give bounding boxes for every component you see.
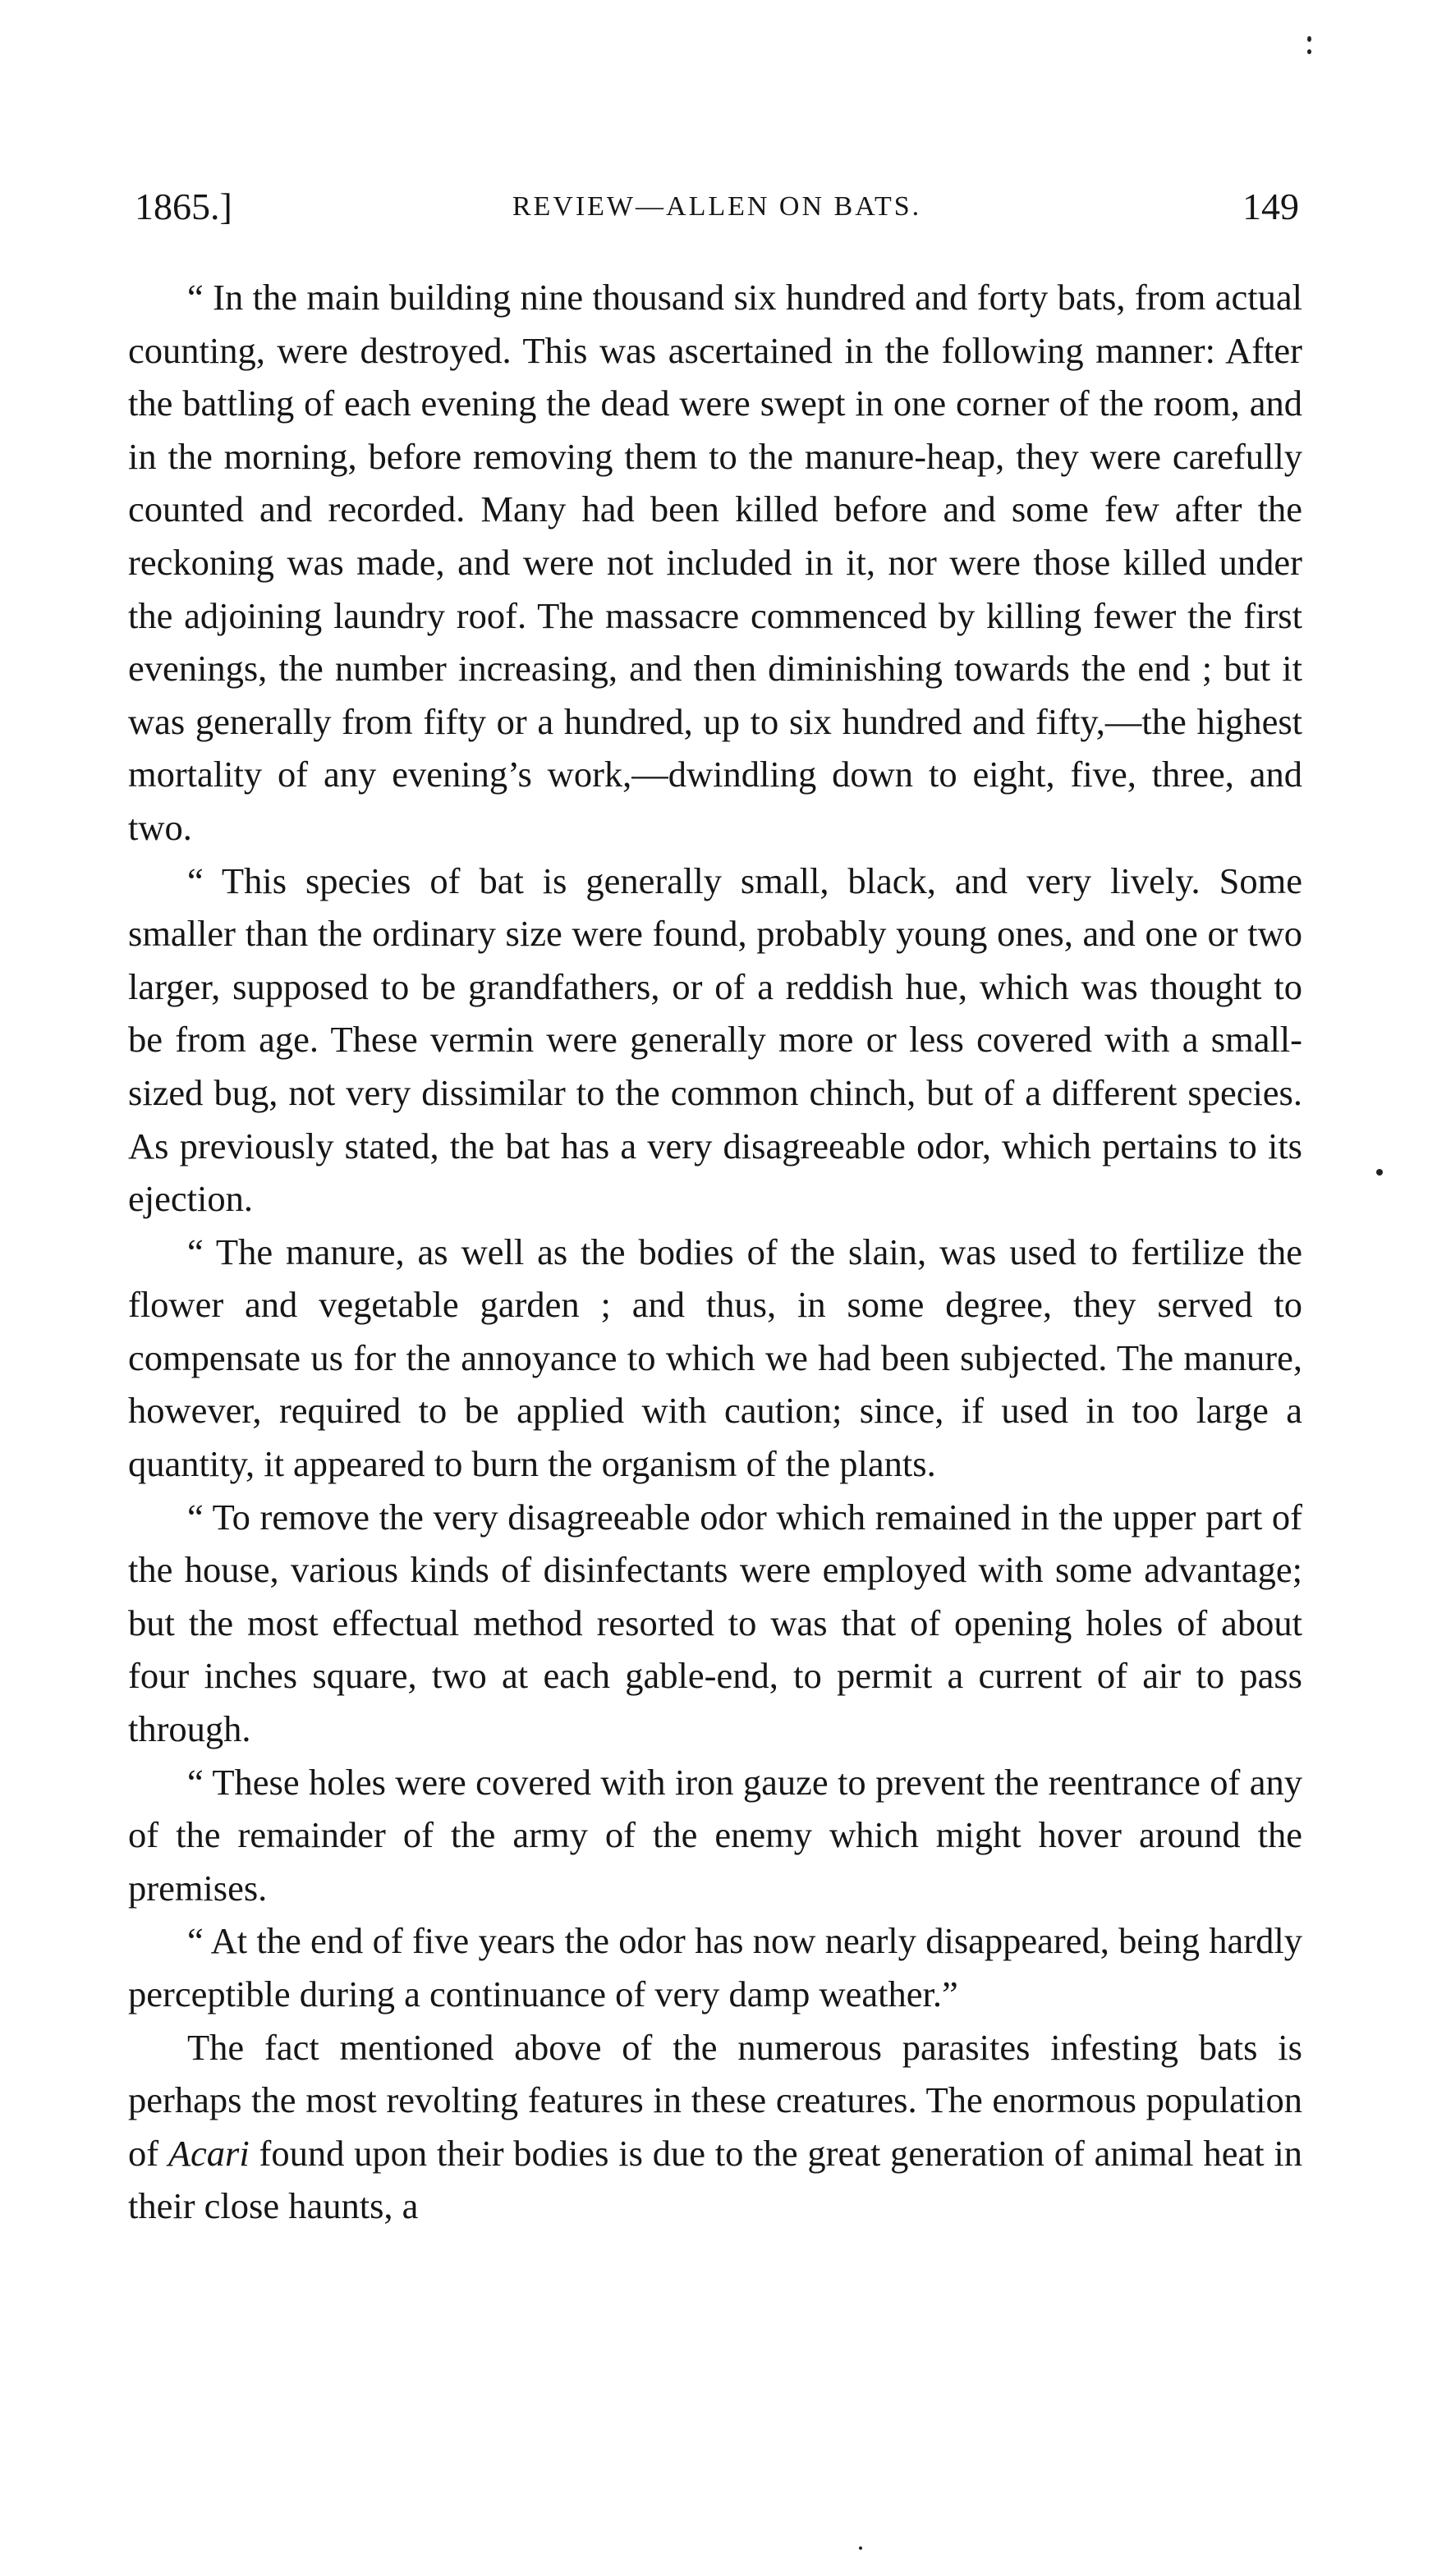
ink-speck [1376,1169,1383,1176]
paragraph: “ The manure, as well as the bodies of the slain, was used to fertilize the flower and vegetable garden ; and thus, in some degree, they served to compensate us for the annoyance to which we had been subjected. The manure, however, required to be applied with caution; since, if used in too large a quantity, it appeared to burn the organism of the plants. [128,1231,1302,1485]
running-head: REVIEW—ALLEN ON BATS. [512,191,922,222]
ink-speck [1307,49,1311,54]
paragraph: “ In the main building nine thousand six hundred and forty bats, from actual counting, were destroyed. This was ascertained in the following manner: After the battling of each evening the dead were swept in one corner of the room, and in the morning, before removing them to the manure-heap, they were carefully counted and recorded. Many had been killed before and some few after the reckoning was made, and were not included in it, nor were those killed under the adjoining laundry roof. The massacre commenced by killing fewer the first evenings, the number increasing, and then diminishing towards the end ; but it was generally from fifty or a hundred, up to six hundred and fifty,—the highest mortality of any evening’s work,—dwindling down to eight, five, three, and two. [128,277,1302,848]
paragraph [128,2021,1302,2233]
ink-speck [1307,36,1311,42]
paragraph: “ These holes were covered with iron gauze to prevent the reentrance of any of the remainder of the army of the enemy which might hover around the premises. [128,1761,1302,1909]
text-run: The fact mentioned above of the numerous parasites infesting bats is perhaps the most revolting features in these creatures. The enormous population of [128,2026,1302,2174]
page-header [135,182,1299,231]
body-text [128,271,1302,2233]
italic-term: Acari [168,2132,250,2174]
ink-speck [859,2546,862,2550]
paragraph: “ To remove the very disagreeable odor which remained in the upper part of the house, various kinds of disinfectants were employed with some advantage; but the most effectual method resorted to was that of opening holes of about four inches square, two at each gable-end, to permit a current of air to pass through. [128,1496,1302,1750]
page-number: 149 [1242,186,1299,227]
paragraph: “ At the end of five years the odor has now nearly disappeared, being hardly perceptible during a continuance of very damp weather.” [128,1920,1302,2015]
paragraph: “ This species of bat is generally small, black, and very lively. Some smaller than the ordinary size were found, probably young ones, and one or two larger, supposed to be grandfathers, or of a reddish hue, which was thought to be from age. These vermin were generally more or less covered with a small-sized bug, not very dissimilar to the common chinch, but of a different species. As previously stated, the bat has a very disagreeable odor, which pertains to its ejection. [128,859,1302,1220]
text-run: found upon their bodies is due to the great generation of animal heat in their close haunts, a [128,2132,1302,2227]
year-folio: 1865.] [135,186,232,227]
